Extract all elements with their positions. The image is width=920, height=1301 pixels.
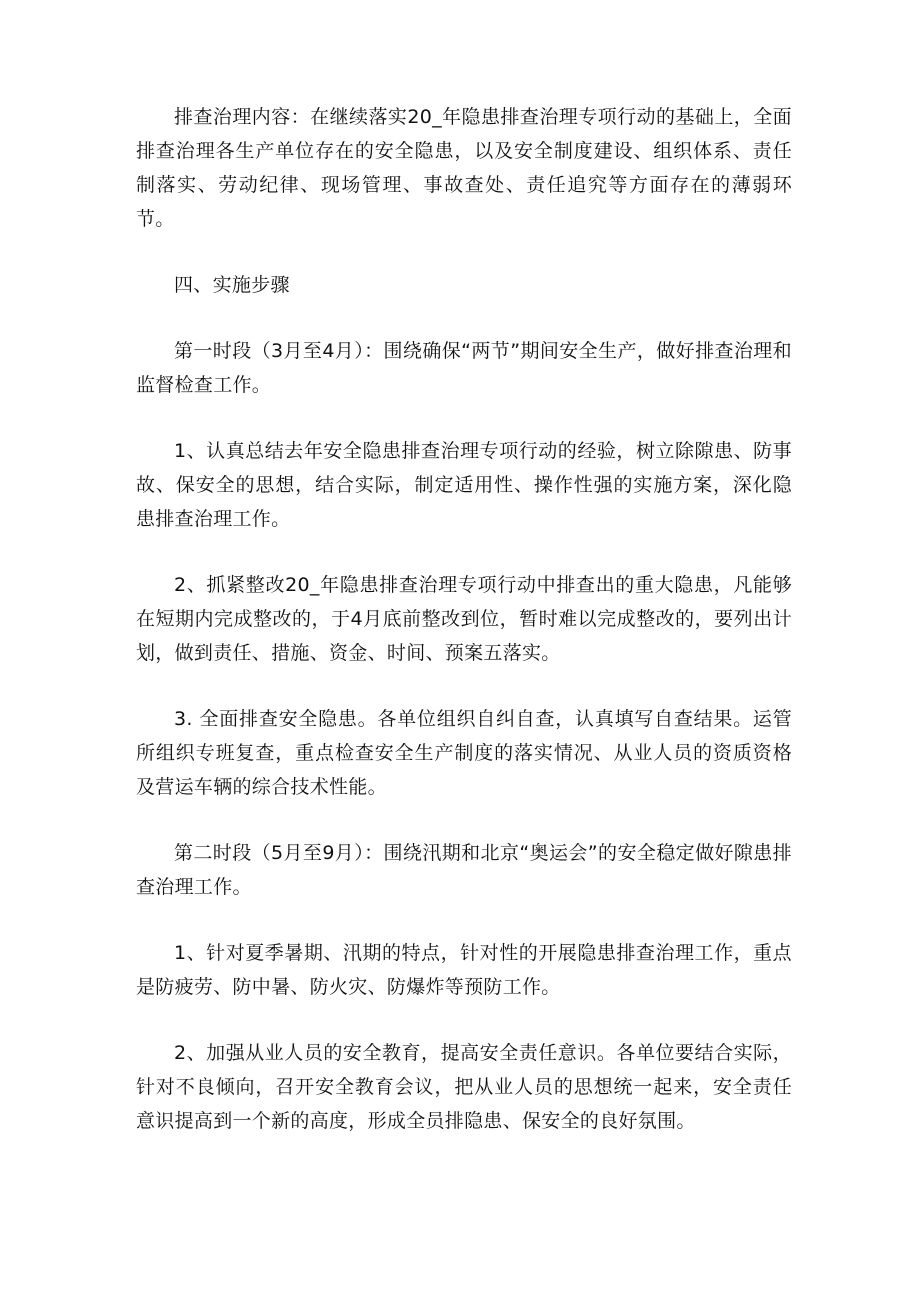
paragraph-phase-one: 第一时段（3月至4月）：围绕确保“两节”期间安全生产，做好排查治理和监督检查工作。: [136, 340, 792, 396]
paragraph-phase-one-item-1: 1、认真总结去年安全隐患排查治理专项行动的经验，树立除隙患、防事故、保安全的思想，结合实际，制定适用性、操作性强的实施方案，深化隐患排查治理工作。: [136, 440, 792, 530]
paragraph-phase-two-item-2: 2、加强从业人员的安全教育，提高安全责任意识。各单位要结合实际，针对不良倾向，召开安全教育会议，把从业人员的思想统一起来，安全责任意识提高到一个新的高度，形成全员排隐患、保安全的良好氛围。: [136, 1042, 792, 1132]
section-heading-implementation-steps: 四、实施步骤: [174, 274, 290, 296]
paragraph-inspection-content: 排查治理内容：在继续落实20_年隐患排查治理专项行动的基础上，全面排查治理各生产单位存在的安全隐患，以及安全制度建设、组织体系、责任制落实、劳动纪律、现场管理、事故查处、责任追究等方面存在的薄弱环节。: [136, 106, 792, 230]
paragraph-phase-one-item-3: 3. 全面排查安全隐患。各单位组织自纠自查，认真填写自查结果。运管所组织专班复查，重点检查安全生产制度的落实情况、从业人员的资质资格及营运车辆的综合技术性能。: [136, 708, 792, 798]
paragraph-phase-two-item-1: 1、针对夏季暑期、汛期的特点，针对性的开展隐患排查治理工作，重点是防疲劳、防中暑、防火灾、防爆炸等预防工作。: [136, 942, 792, 998]
document-body: [136, 100, 792, 1170]
paragraph-phase-one-item-2: 2、抓紧整改20_年隐患排查治理专项行动中排查出的重大隐患，凡能够在短期内完成整改的，于4月底前整改到位，暂时难以完成整改的，要列出计划，做到责任、措施、资金、时间、预案五落实。: [136, 574, 792, 664]
paragraph-phase-two: 第二时段（5月至9月）：围绕汛期和北京“奥运会”的安全稳定做好隙患排查治理工作。: [136, 842, 792, 898]
